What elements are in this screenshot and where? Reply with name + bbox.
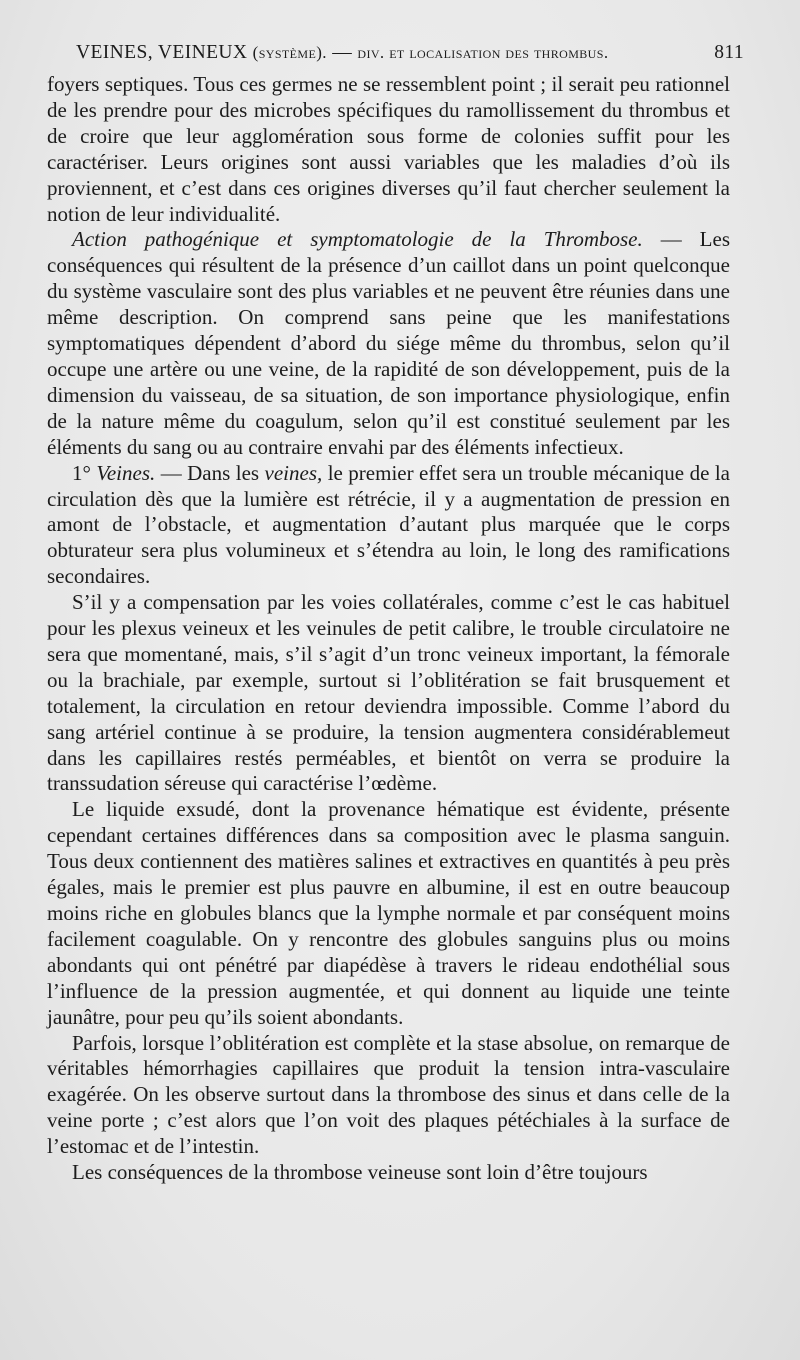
running-head-section: div. et localisation des thrombus. [357, 43, 609, 62]
running-head-title: VEINES, VEINEUX [76, 42, 248, 63]
text-run: S’il y a compensation par les voies collatérales, comme c’est le cas habituel pour les plexus veineux et les veinules de petit calibre, le trouble circulatoire ne sera que momentané, mais, s’il s’agit d’un tronc veineux important, la fémorale ou la brachiale, par exemple, surtout si l’oblitération se fait brusquement et totalement, la circulation en retour deviendra impossible. Comme l’abord du sang artériel continue à se produire, la tension augmentera considérablemeut dans les capillaires restés perméables, et bientôt on verra se produire la transsudation séreuse qui caractérise l’œdème. [47, 590, 730, 796]
text-run: — Dans les [155, 460, 265, 485]
text-run: Parfois, lorsque l’oblitération est complète et la stase absolue, on remarque de véritables hémorrhagies capillaires que produit la tension intra-vasculaire exagérée. On les observe surtout dans la thrombose des sinus et dans celle de la veine porte ; c’est alors que l’on voit des plaques pétéchiales à la surface de l’estomac et de l’intestin. [47, 1030, 730, 1159]
italic-run: Action pathogénique et symptomatologie de la Thrombose. [72, 227, 643, 252]
running-head [47, 36, 744, 70]
text-run: Les conséquences de la thrombose veineuse sont loin d’être toujours [72, 1160, 648, 1185]
text-run: le premier effet sera un trouble mécanique de la circulation dès que la lumière est rétrécie, il y a augmentation de pression en amont de l’obstacle, et augmentation d’autant plus marquée que le corps obturateur sera plus volumineux et s’étendra au loin, le long des ramifications secondaires. [47, 460, 730, 589]
italic-run: Veines. [96, 460, 156, 485]
page-number: 811 [714, 42, 744, 63]
text-run: Le liquide exsudé, dont la provenance hématique est évidente, présente cependant certaines différences dans sa composition avec le plasma sanguin. Tous deux contiennent des matières salines et extractives en quantités à peu près égales, mais le premier est plus pauvre en albumine, il est en outre beaucoup moins riche en globules blancs que la lymphe normale et par conséquent moins facilement coagulable. On y rencontre des globules sanguins plus ou moins abondants qui ont pénétré par diapédèse à travers le rideau endothélial sous l’influence de la pression augmentée, et qui donnent au liquide une teinte jaunâtre, pour peu qu’ils soient abondants. [47, 797, 730, 1029]
text-run: 1° [72, 460, 97, 485]
italic-run: veines, [264, 460, 323, 485]
text-run: foyers septiques. Tous ces germes ne se ressemblent point ; il serait peu rationnel de les prendre pour des microbes spécifiques du ramollissement du thrombus et de croire que leur agglomération sous forme de colonies suffit pour les caractériser. Leurs origines sont aussi variables que les maladies d’où ils proviennent, et c’est dans ces origines diverses qu’il faut chercher seulement la notion de leur individualité. [47, 72, 730, 226]
running-head-dash: — [332, 42, 353, 63]
paragraph [47, 461, 730, 591]
running-head-title-paren: (système). [252, 43, 327, 62]
paragraph [47, 1031, 730, 1161]
paragraph [47, 797, 730, 1030]
paragraph [47, 227, 730, 460]
paragraph [47, 72, 730, 227]
text-run: — Les conséquences qui résultent de la présence d’un caillot dans un point quelconque du système vasculaire sont des plus variables et ne peuvent être réunies dans une même description. On comprend sans peine que les manifestations symptomatiques dépendent d’abord du siége même du thrombus, selon qu’il occupe une artère ou une veine, de la rapidité de son développement, puis de la dimension du vaisseau, de sa situation, de son importance physiologique, enfin de la nature même du coagulum, selon qu’il est constitué seulement par les éléments du sang ou au contraire envahi par des éléments infectieux. [47, 227, 730, 459]
body-text [47, 72, 730, 1186]
paragraph [47, 590, 730, 797]
paragraph [47, 1160, 730, 1186]
